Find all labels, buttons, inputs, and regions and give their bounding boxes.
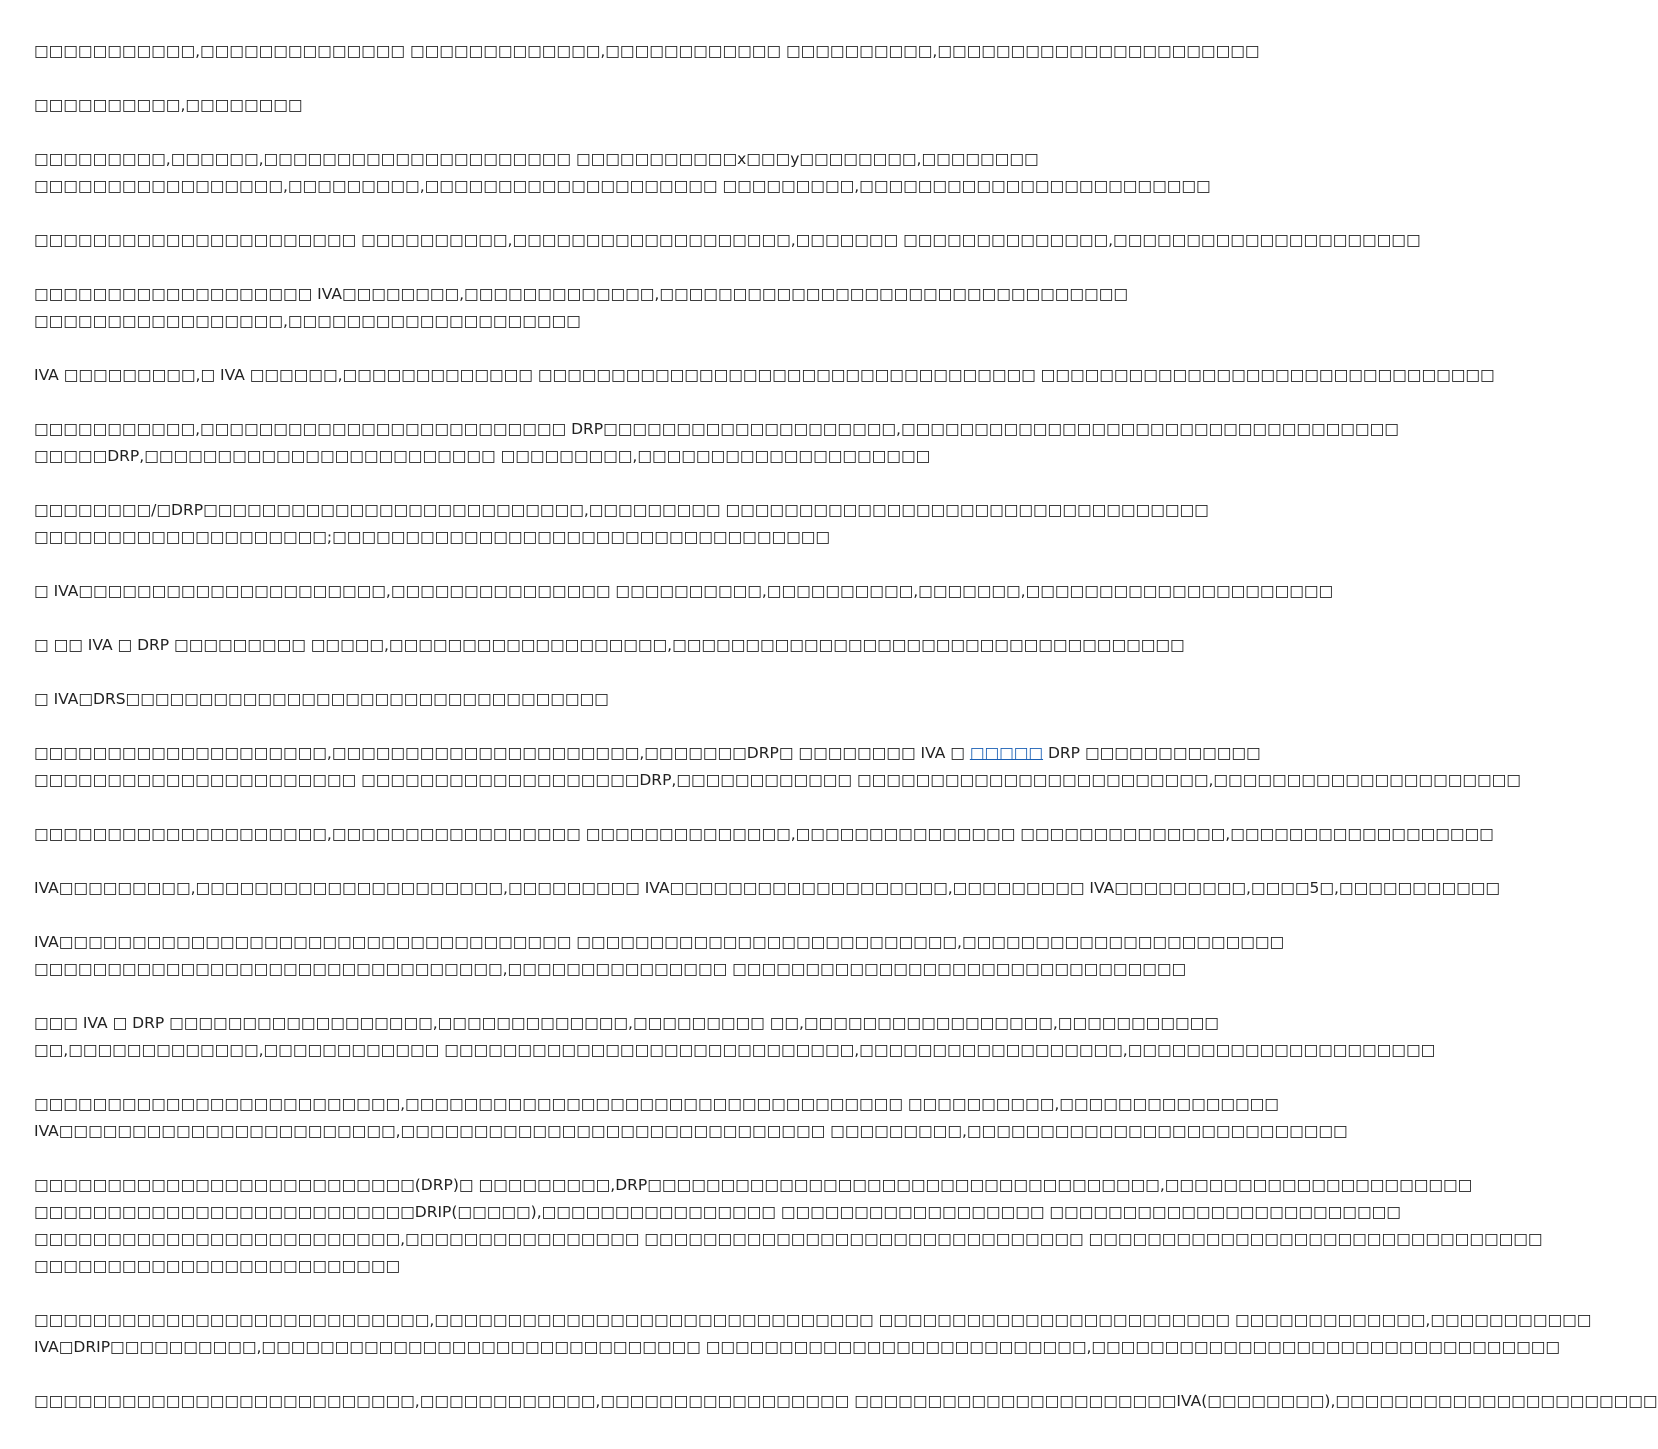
- paragraph-line: [34, 1334, 1561, 1361]
- paragraph: [34, 416, 1399, 470]
- paragraph-line: [34, 92, 990, 119]
- line-text: □ IVA□DRS□□□□□□□□□□□□□□□□□□□□□□□□□□□□□□□□□: [34, 690, 609, 708]
- line-text: □ IVA□□□□□□□□□□□□□□□□□□□□□,□□□□□□□□□□□□□□□ □□□□□□□□□□,□□□□□□□□□□,□□□□□□□,□□□□□□□□□□□□□□□□□□□□□: [34, 582, 1334, 600]
- line-text: IVA□□□□□□□□□,□□□□□□□□□□□□□□□□□□□□□,□□□□□□□□□ IVA□□□□□□□□□□□□□□□□□□□,□□□□□□□□□ IVA□□□□□□□□□,□□□□5□,□□□□□□□□□□□: [34, 879, 1501, 897]
- line-text: □□□□□□□□□□□□□□□□□□□□□□□□□□,□□□□□□□□□□□□,□□□□□□□□□□□□□□□□□ □□□□□□□□□□□□□□□□□□□□□□IVA(□□□□□□□□),□□□□□□□□□□□□□□□□□□□□□□: [34, 1392, 1658, 1410]
- line-text: □□□□□□□□□□□□□□□□□□□□□□ □□□□□□□□□□,□□□□□□□□□□□□□□□□□□□,□□□□□□□ □□□□□□□□□□□□□□,□□□□□□□□□□□□□□□□□□□□□: [34, 231, 1421, 249]
- paragraph-line: [34, 875, 1501, 902]
- paragraph-line: [34, 956, 1187, 983]
- line-text: □ □□ IVA □ DRP □□□□□□□□□ □□□□□,□□□□□□□□□□□□□□□□□□□,□□□□□□□□□□□□□□□□□□□□□□□□□□□□□□□□□□□: [34, 636, 1185, 654]
- line-text-after-link: DRP □□□□□□□□□□□□: [1043, 744, 1261, 762]
- paragraph-line: [34, 1037, 1436, 1064]
- paragraph-line: [34, 578, 1334, 605]
- paragraph-line: [34, 1091, 1279, 1118]
- paragraph: [34, 1388, 1658, 1415]
- line-text: □□□□□□□□□□□□□□□□□□□□□□□□□□□□□□□□,□□□□□□□□□□□□□□□ □□□□□□□□□□□□□□□□□□□□□□□□□□□□□□□: [34, 960, 1187, 978]
- paragraph: [34, 281, 1128, 335]
- line-text: □□□□□□□□□□□□□□□□□,□□□□□□□□□,□□□□□□□□□□□□□□□□□□□□ □□□□□□□□□,□□□□□□□□□□□□□□□□□□□□□□□□: [34, 177, 1211, 195]
- paragraph: [34, 929, 1285, 983]
- paragraph-line: [34, 524, 990, 551]
- line-text: □□□□□□□□□□□□□□□□□□□□□□□□□□(DRP)□ □□□□□□□□□,DRP□□□□□□□□□□□□□□□□□□□□□□□□□□□□□□□□□□□,□□□□□□□□□□□□□□□□□□□□□: [34, 1176, 1473, 1194]
- paragraph-line: [34, 929, 1285, 956]
- paragraph-line: [34, 767, 1521, 794]
- paragraph: [34, 362, 1495, 389]
- paragraph-line: [34, 1253, 990, 1280]
- line-text: □□□□□□□□/□DRP□□□□□□□□□□□□□□□□□□□□□□□□□□,□□□□□□□□□ □□□□□□□□□□□□□□□□□□□□□□□□□□□□□□□□□: [34, 501, 1209, 519]
- line-text: IVA□□□□□□□□□□□□□□□□□□□□□□□,□□□□□□□□□□□□□□□□□□□□□□□□□□□□□ □□□□□□□□□,□□□□□□□□□□□□□□□□□□□□□□□□□□: [34, 1122, 1348, 1140]
- paragraph-line: [34, 1226, 1543, 1253]
- line-text: □□□□□□□□□□□□□□□□□,□□□□□□□□□□□□□□□□□□□□: [34, 312, 581, 330]
- paragraph-line: [34, 1172, 1473, 1199]
- line-text: □□□□□□□□□□□□□□□□□□□□□□□□□□□,□□□□□□□□□□□□□□□□□□□□□□□□□□□□□□ □□□□□□□□□□□□□□□□□□□□□□□□ □□□□□□□□□□□□□,□□□□□□□□□□□: [34, 1311, 1592, 1329]
- paragraph: [34, 632, 1185, 659]
- line-text: □□□□□□□□□□□□□□□□□□□□□□□□□□DRIP(□□□□□),□□□□□□□□□□□□□□□□ □□□□□□□□□□□□□□□□□□ □□□□□□□□□□□□□□□□□□□□□□□□: [34, 1203, 1401, 1221]
- paragraph: [34, 875, 1501, 902]
- paragraph-line: [34, 821, 1494, 848]
- paragraph-line: [34, 1307, 1592, 1334]
- line-text: □□□□□□□□□□□□□□□□□□□□□□□□□,□□□□□□□□□□□□□□□□□□□□□□□□□□□□□□□□□□ □□□□□□□□□□,□□□□□□□□□□□□□□□: [34, 1095, 1279, 1113]
- paragraph-line: [34, 146, 1039, 173]
- line-text: □□□ IVA □ DRP □□□□□□□□□□□□□□□□□□,□□□□□□□□□□□□□,□□□□□□□□□ □□,□□□□□□□□□□□□□□□□□,□□□□□□□□□□□: [34, 1014, 1219, 1032]
- line-text: □□□□□□□□□□□□□□□□□□□□;□□□□□□□□□□□□□□□□□□□□□□□□□□□□□□□□□□: [34, 528, 831, 546]
- paragraph-line: [34, 173, 1211, 200]
- paragraph: [34, 821, 1494, 848]
- paragraph-line: [34, 1010, 1219, 1037]
- line-text: IVA□DRIP□□□□□□□□□□,□□□□□□□□□□□□□□□□□□□□□□□□□□□□□□ □□□□□□□□□□□□□□□□□□□□□□□□□□,□□□□□□□□□□□□□□□□□□□□□□□□□□□□□□□□: [34, 1338, 1561, 1356]
- paragraph: [34, 227, 1421, 254]
- paragraph-line: [34, 281, 1128, 308]
- line-text: □□□□□□□□□□,□□□□□□□□: [34, 96, 303, 114]
- paragraph-line: [34, 308, 990, 335]
- paragraph: [34, 740, 1521, 794]
- paragraph-line: [34, 416, 1399, 443]
- line-text: □□□□□□□□□□□,□□□□□□□□□□□□□□ □□□□□□□□□□□□□,□□□□□□□□□□□□ □□□□□□□□□□,□□□□□□□□□□□□□□□□□□□□□□: [34, 42, 1260, 60]
- line-text: IVA□□□□□□□□□□□□□□□□□□□□□□□□□□□□□□□□□□□ □□□□□□□□□□□□□□□□□□□□□□□□□□,□□□□□□□□□□□□□□□□□□□□□□: [34, 933, 1285, 951]
- line-text: □□□□□□□□□□□□□□□□□□□□,□□□□□□□□□□□□□□□□□ □□□□□□□□□□□□□□,□□□□□□□□□□□□□□□ □□□□□□□□□□□□□□,□□□□□□□□□□□□□□□□□□: [34, 825, 1494, 843]
- paragraph: [34, 38, 1260, 65]
- paragraph: [34, 92, 990, 119]
- line-text: □□□□□□□□□□□□□□□□□□□□□□□□□,□□□□□□□□□□□□□□□□ □□□□□□□□□□□□□□□□□□□□□□□□□□□□□□ □□□□□□□□□□□□□□□□□□□□□□□□□□□□□□□: [34, 1230, 1543, 1248]
- paragraph: [34, 578, 1334, 605]
- paragraph: [34, 497, 1209, 551]
- inline-link[interactable]: □□□□□: [969, 744, 1044, 762]
- paragraph: [34, 146, 1211, 200]
- line-text: □□□□□DRP,□□□□□□□□□□□□□□□□□□□□□□□□ □□□□□□□□□,□□□□□□□□□□□□□□□□□□□□: [34, 447, 931, 465]
- line-text: □□□□□□□□□,□□□□□□,□□□□□□□□□□□□□□□□□□□□□ □□□□□□□□□□□x□□□y□□□□□□□□,□□□□□□□□: [34, 150, 1039, 168]
- paragraph-line: [34, 38, 1260, 65]
- line-text: □□□□□□□□□□□□□□□□□□□ IVA□□□□□□□□,□□□□□□□□□□□□□,□□□□□□□□□□□□□□□□□□□□□□□□□□□□□□□□: [34, 285, 1128, 303]
- paragraph-line: [34, 740, 1261, 767]
- paragraph-line: [34, 227, 1421, 254]
- line-text: □□,□□□□□□□□□□□□□,□□□□□□□□□□□□ □□□□□□□□□□□□□□□□□□□□□□□□□□□□,□□□□□□□□□□□□□□□□□□,□□□□□□□□□□□□□□□□□□□□□: [34, 1041, 1436, 1059]
- paragraph-line: [34, 1118, 1348, 1145]
- line-text: □□□□□□□□□□□□□□□□□□□□,□□□□□□□□□□□□□□□□□□□□□,□□□□□□□DRP□ □□□□□□□□ IVA □: [34, 744, 970, 762]
- paragraph-line: [34, 497, 1209, 524]
- paragraph-line: [34, 443, 990, 470]
- paragraph-line: [34, 1388, 1658, 1415]
- line-text: □□□□□□□□□□□,□□□□□□□□□□□□□□□□□□□□□□□□□ DRP□□□□□□□□□□□□□□□□□□□□,□□□□□□□□□□□□□□□□□□□□□□□□□□□□□□□□□□: [34, 420, 1399, 438]
- paragraph: [34, 1010, 1436, 1064]
- paragraph: [34, 1172, 1543, 1280]
- paragraph-line: [34, 1199, 1401, 1226]
- paragraph-line: [34, 686, 990, 713]
- line-text: IVA □□□□□□□□□,□ IVA □□□□□□,□□□□□□□□□□□□□ □□□□□□□□□□□□□□□□□□□□□□□□□□□□□□□□□□ □□□□□□□□□□□□□□□□□□□□□□□□□□□□□□□: [34, 366, 1495, 384]
- paragraph: [34, 1091, 1348, 1145]
- paragraph-line: [34, 632, 1185, 659]
- paragraph-line: [34, 362, 1495, 389]
- line-text: □□□□□□□□□□□□□□□□□□□□□□□□□: [34, 1257, 401, 1275]
- paragraph: [34, 686, 990, 713]
- paragraph: [34, 1307, 1592, 1361]
- line-text: □□□□□□□□□□□□□□□□□□□□□□ □□□□□□□□□□□□□□□□□□□DRP,□□□□□□□□□□□□ □□□□□□□□□□□□□□□□□□□□□□□□,□□□□□□□□□□□□□□□□□□□□□: [34, 771, 1521, 789]
